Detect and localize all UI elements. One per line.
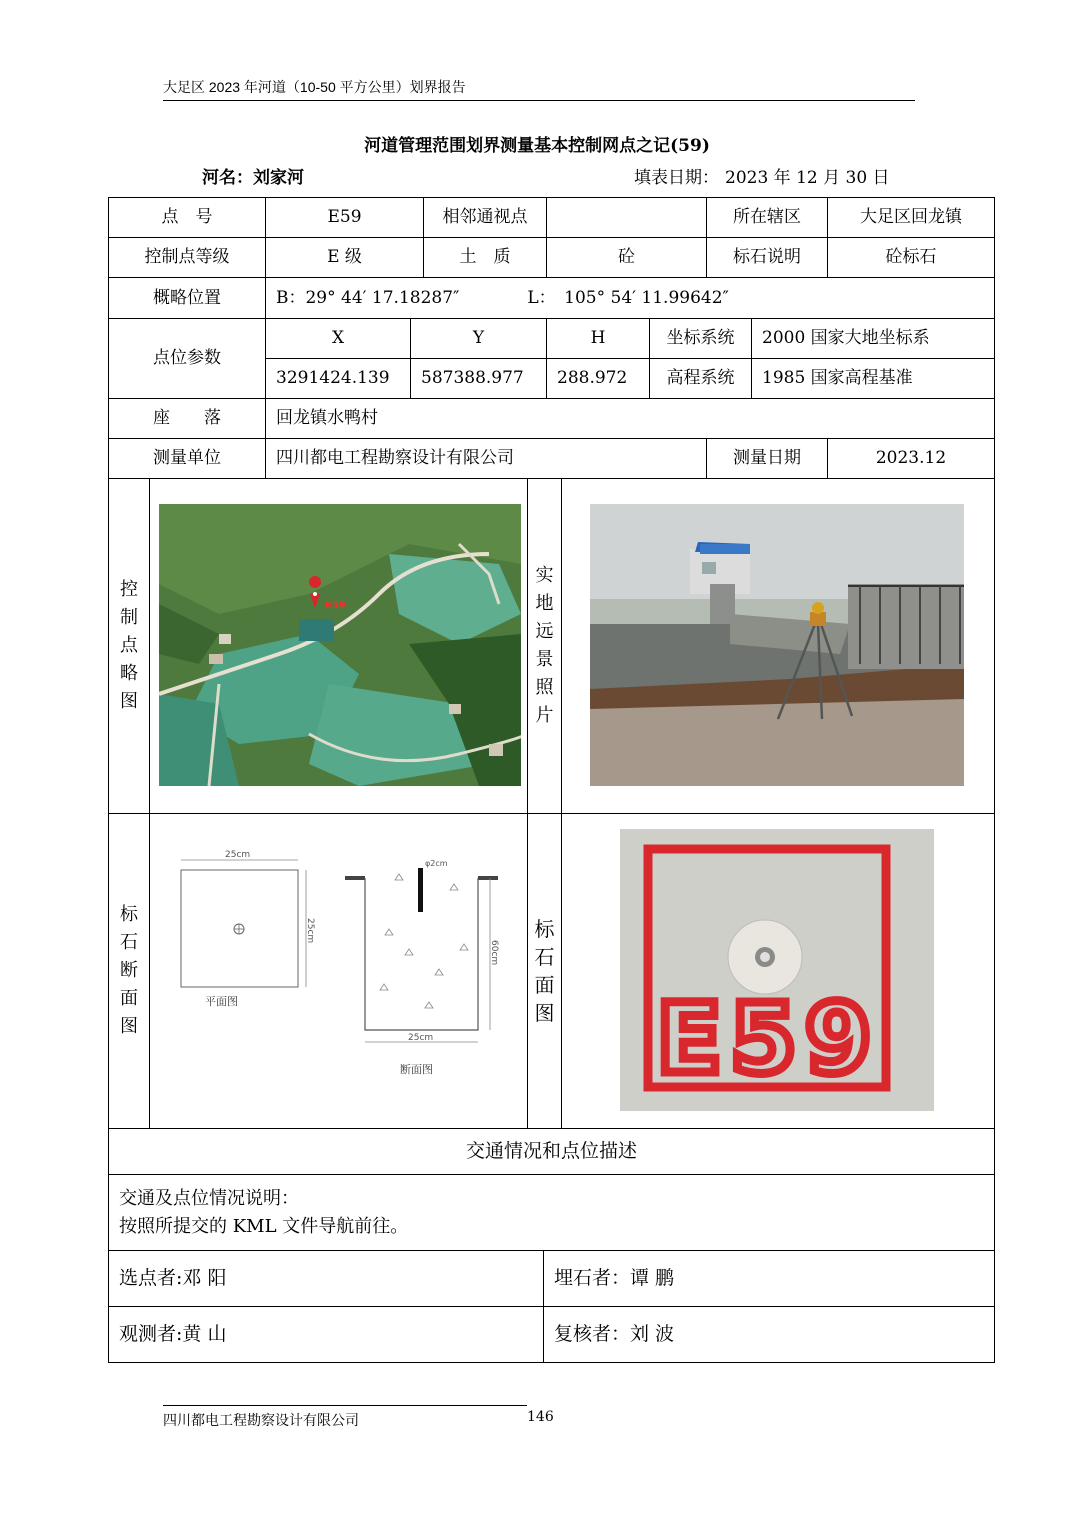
section-label: 标 石 断 面 图 [108, 813, 150, 1129]
traffic-desc-title: 交通及点位情况说明： [119, 1187, 299, 1209]
river-name: 河名：刘家河 [202, 168, 304, 188]
marker-section-drawing [160, 830, 520, 1090]
approx-label: 概略位置 [108, 277, 266, 319]
selector: 选点者:邓 阳 [108, 1250, 544, 1307]
footer-company: 四川都电工程勘察设计有限公司 [163, 1412, 359, 1428]
plan-height-dim: 25cm [305, 918, 315, 944]
plan-width-dim: 25cm [225, 850, 251, 860]
page-header: 大足区 2023 年河道（10-50 平方公里）划界报告 [163, 76, 915, 101]
height-sys-value: 1985 国家高程基准 [751, 358, 995, 399]
approx-value: B：29° 44′ 17.18287″ L： 105° 54′ 11.99642″ [265, 277, 995, 319]
face-label: 标 石 面 图 [527, 813, 562, 1129]
location-label: 座 落 [108, 398, 266, 439]
survey-unit-label: 测量单位 [108, 438, 266, 479]
marker-label: 标石说明 [706, 237, 828, 278]
soil-label: 土 质 [423, 237, 547, 278]
adjacent-label: 相邻通视点 [423, 197, 547, 238]
soil-value: 砼 [546, 237, 707, 278]
y-value: 587388.977 [410, 358, 547, 399]
field-photo [590, 504, 964, 786]
marker-value: 砼标石 [827, 237, 995, 278]
fill-date-label: 填表日期： [634, 168, 719, 188]
x-value: 3291424.139 [265, 358, 411, 399]
y-header: Y [410, 318, 547, 359]
photo-label: 实 地 远 景 照 片 [527, 478, 562, 814]
grade-label: 控制点等级 [108, 237, 266, 278]
point-no-value: E59 [265, 197, 424, 238]
h-header: H [546, 318, 650, 359]
map-marker-label: E59 [325, 600, 346, 611]
height-sys-label: 高程系统 [649, 358, 752, 399]
params-label: 点位参数 [108, 318, 266, 399]
depth-dim: 60cm [489, 940, 499, 966]
page-title: 河道管理范围划界测量基本控制网点之记(59) [364, 136, 710, 156]
survey-unit-value: 四川都电工程勘察设计有限公司 [265, 438, 707, 479]
traffic-desc-text: 按照所提交的 KML 文件导航前往。 [119, 1215, 409, 1237]
location-value: 回龙镇水鸭村 [265, 398, 995, 439]
burier: 埋石者：谭 鹏 [543, 1250, 995, 1307]
traffic-desc [108, 1174, 995, 1251]
point-no-label: 点 号 [108, 197, 266, 238]
x-header: X [265, 318, 411, 359]
footer-divider [163, 1405, 527, 1406]
survey-date-label: 测量日期 [706, 438, 828, 479]
adjacent-value [546, 197, 707, 238]
marker-face-photo [620, 829, 934, 1111]
section-width-dim: 25cm [408, 1033, 434, 1043]
h-value: 288.972 [546, 358, 650, 399]
grade-value: E 级 [265, 237, 424, 278]
section-title: 断面图 [400, 1063, 433, 1076]
observer: 观测者:黄 山 [108, 1306, 544, 1363]
marker-id-text: E59 [656, 983, 880, 1095]
survey-date-value: 2023.12 [827, 438, 995, 479]
coord-sys-value: 2000 国家大地坐标系 [751, 318, 995, 359]
fill-date-value: 2023 年 12 月 30 日 [725, 168, 890, 188]
plan-title: 平面图 [205, 995, 238, 1008]
district-label: 所在辖区 [706, 197, 828, 238]
coord-sys-label: 坐标系统 [649, 318, 752, 359]
traffic-title: 交通情况和点位描述 [108, 1128, 995, 1175]
district-value: 大足区回龙镇 [827, 197, 995, 238]
satellite-map [159, 504, 521, 786]
reviewer: 复核者：刘 波 [543, 1306, 995, 1363]
fill-date [628, 163, 890, 188]
page-number: 146 [527, 1409, 554, 1425]
rod-diameter-dim: φ2cm [425, 859, 448, 868]
sketch-label: 控 制 点 略 图 [108, 478, 150, 814]
